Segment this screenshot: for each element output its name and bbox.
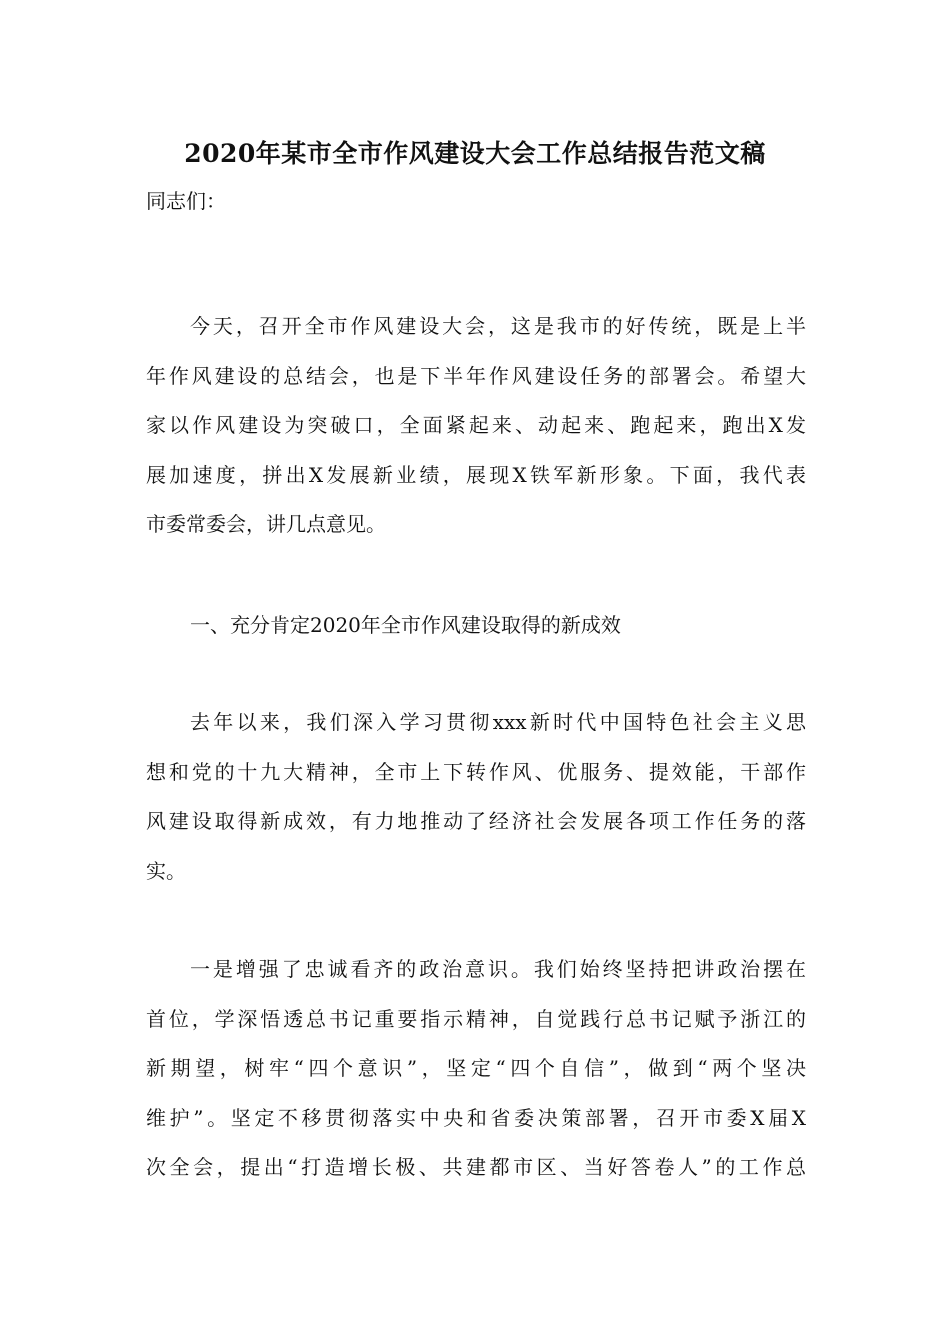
paragraph-line: 去年以来，我们深入学习贯彻xxx新时代中国特色社会主义思	[190, 710, 806, 734]
paragraph-achievements	[146, 698, 806, 896]
paragraph-line: 首位，学深悟透总书记重要指示精神，自觉践行总书记赋予浙江的	[146, 1006, 806, 1031]
paragraph-line: 一是增强了忠诚看齐的政治意识。我们始终坚持把讲政治摆在	[190, 957, 806, 981]
paragraph-line: 年作风建设的总结会，也是下半年作风建设任务的部署会。希望大	[146, 363, 806, 388]
paragraph-line: 展加速度，拼出X发展新业绩，展现X铁军新形象。下面，我代表	[146, 462, 806, 487]
paragraph-line: 维护”。坚定不移贯彻落实中央和省委决策部署，召开市委X届X	[146, 1105, 806, 1130]
paragraph-line: 次全会，提出“打造增长极、共建都市区、当好答卷人”的工作总	[146, 1155, 806, 1179]
paragraph-line: 新期望，树牢“四个意识”，坚定“四个自信”，做到“两个坚决	[146, 1056, 806, 1080]
paragraph-line: 想和党的十九大精神，全市上下转作风、优服务、提效能，干部作	[146, 759, 806, 784]
paragraph-line: 今天，召开全市作风建设大会，这是我市的好传统，既是上半	[190, 314, 806, 338]
paragraph-line: 风建设取得新成效，有力地推动了经济社会发展各项工作任务的落	[146, 809, 806, 833]
document-title: 2020年某市全市作风建设大会工作总结报告范文稿	[184, 139, 766, 168]
paragraph-line: 实。	[146, 858, 186, 883]
paragraph-line: 家以作风建设为突破口，全面紧起来、动起来、跑起来，跑出X发	[146, 413, 806, 437]
paragraph-political-awareness	[146, 945, 806, 1193]
paragraph-opening	[146, 302, 806, 550]
salutation: 同志们：	[146, 189, 226, 213]
section-heading-1: 一、充分肯定2020年全市作风建设取得的新成效	[190, 613, 621, 637]
paragraph-line: 市委常委会，讲几点意见。	[146, 512, 386, 536]
